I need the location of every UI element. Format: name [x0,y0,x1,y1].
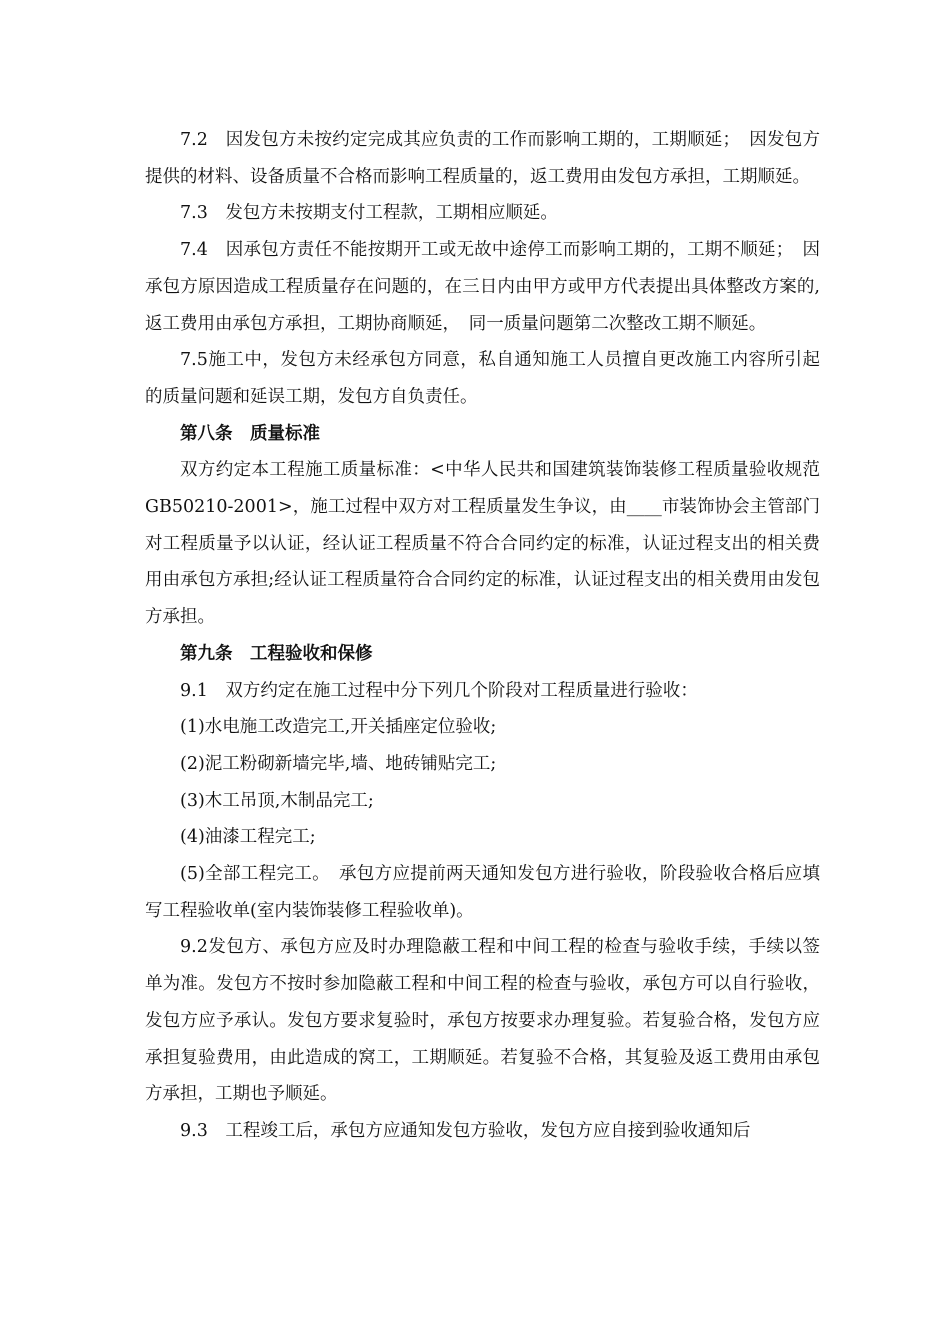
stage-item-3: (3)木工吊顶,木制品完工; [180,790,374,811]
article-9-heading: 第九条 工程验收和保修 [180,643,373,664]
clause-7-3: 7.3 发包方未按期支付工程款，工期相应顺延。 [180,203,558,224]
clause-7-5: 7.5施工中，发包方未经承包方同意，私自通知施工人员擅自更改施工内容所引起的质量问题和延误工期，发包方自负责任。 [145,350,820,407]
stage-item-2: (2)泥工粉砌新墙完毕,墙、地砖铺贴完工; [180,753,497,774]
stage-item-5: (5)全部工程完工。 承包方应提前两天通知发包方进行验收，阶段验收合格后应填写工程验收单(室内装饰装修工程验收单)。 [145,864,820,921]
clause-7-4: 7.4 因承包方责任不能按期开工或无故中途停工而影响工期的，工期不顺延； 因承包方原因造成工程质量存在问题的，在三日内由甲方或甲方代表提出具体整改方案的,返工费用由承包方承担，工期协商顺延， 同一质量问题第二次整改工期不顺延。 [145,240,820,334]
stage-item-4: (4)油漆工程完工; [180,827,316,848]
clause-7-2: 7.2 因发包方未按约定完成其应负责的工作而影响工期的，工期顺延； 因发包方提供的材料、设备质量不合格而影响工程质量的，返工费用由发包方承担，工期顺延。 [145,130,820,187]
clause-9-3: 9.3 工程竣工后，承包方应通知发包方验收，发包方应自接到验收通知后 [180,1120,751,1141]
clause-9-2: 9.2发包方、承包方应及时办理隐蔽工程和中间工程的检查与验收手续，手续以签单为准。发包方不按时参加隐蔽工程和中间工程的检查与验收，承包方可以自行验收，发包方应予承认。发包方要求复验时，承包方按要求办理复验。若复验合格，发包方应承担复验费用，由此造成的窝工，工期顺延。若复验不合格，其复验及返工费用由承包方承担，工期也予顺延。 [145,937,820,1105]
stage-item-1: (1)水电施工改造完工,开关插座定位验收; [180,717,497,738]
clause-9-1: 9.1 双方约定在施工过程中分下列几个阶段对工程质量进行验收： [180,680,698,701]
article-8-heading: 第八条 质量标准 [180,423,320,444]
quality-standard-text: 双方约定本工程施工质量标准：<中华人民共和国建筑装饰装修工程质量验收规范 GB50210-2001>，施工过程中双方对工程质量发生争议，由____市装饰协会主管部门对工程质量予以认证，经认证工程质量不符合合同约定的标准，认证过程支出的相关费用由承包方承担;经认证工程质量符合合同约定的标准，认证过程支出的相关费用由发包方承担。 [145,460,838,628]
document-page [145,122,838,1150]
